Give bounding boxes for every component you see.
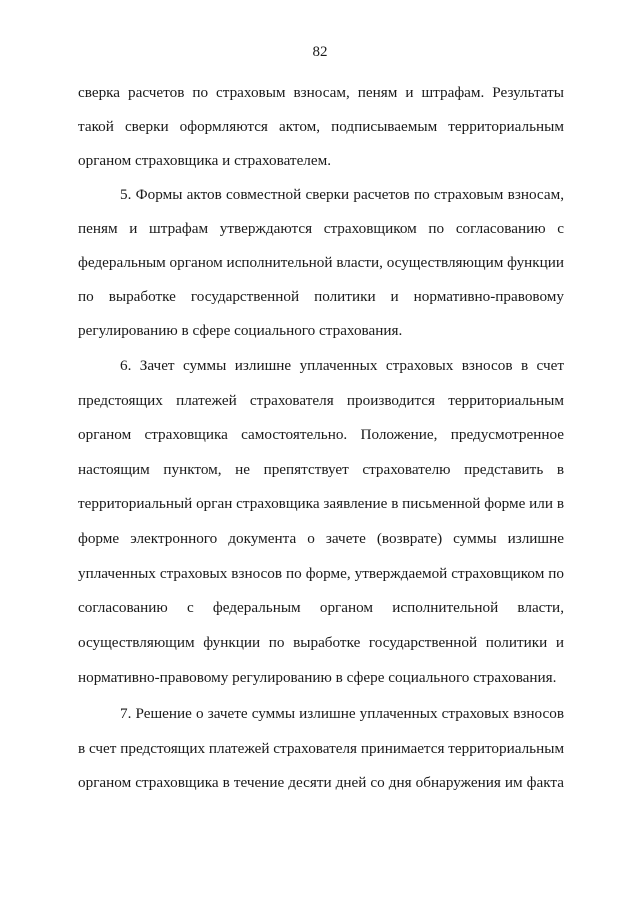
text-line: уплаченных страховых взносов по форме, утверждаемой страховщиком по: [78, 565, 564, 582]
text-line: пеням и штрафам утверждаются страховщиком по согласованию с: [78, 220, 564, 237]
text-line: 7. Решение о зачете суммы излишне уплаченных страховых взносов: [120, 705, 564, 722]
text-line: форме электронного документа о зачете (возврате) суммы излишне: [78, 530, 564, 547]
text-line: федеральным органом исполнительной власти, осуществляющим функции: [78, 254, 565, 271]
text-line: настоящим пунктом, не препятствует страхователю представить в: [78, 461, 564, 478]
text-line: 6. Зачет суммы излишне уплаченных страховых взносов в счет: [120, 357, 564, 374]
text-line: предстоящих платежей страхователя производится территориальным: [78, 392, 564, 409]
text-line: нормативно-правовому регулированию в сфере социального страхования.: [78, 669, 557, 686]
text-line: осуществляющим функции по выработке государственной политики и: [78, 634, 564, 651]
text-line: регулированию в сфере социального страхования.: [78, 322, 403, 339]
text-line: по выработке государственной политики и нормативно-правовому: [78, 288, 564, 305]
text-line: такой сверки оформляются актом, подписываемым территориальным: [78, 118, 564, 135]
text-line: 5. Формы актов совместной сверки расчетов по страховым взносам,: [120, 186, 564, 203]
text-line: в счет предстоящих платежей страхователя принимается территориальным: [78, 740, 565, 757]
text-line: органом страховщика и страхователем.: [78, 152, 332, 169]
text-line: сверка расчетов по страховым взносам, пеням и штрафам. Результаты: [78, 84, 564, 101]
page-number: 82: [312, 44, 328, 60]
text-line: согласованию с федеральным органом исполнительной власти,: [78, 599, 564, 616]
text-line: органом страховщика в течение десяти дней со дня обнаружения им факта: [78, 774, 564, 791]
text-line: органом страховщика самостоятельно. Положение, предусмотренное: [78, 426, 564, 443]
text-line: территориальный орган страховщика заявление в письменной форме или в: [78, 495, 564, 512]
